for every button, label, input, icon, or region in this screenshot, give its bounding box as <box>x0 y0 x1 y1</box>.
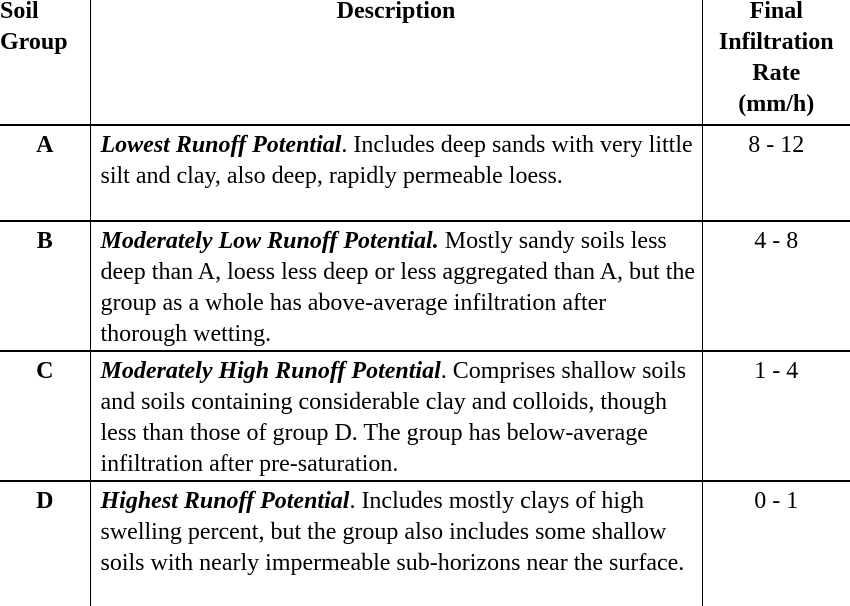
description-text: Includes mostly clays of high swelling percent, but the group also includes some shallow soils with nearly impermeable sub-horizons near the surface. <box>100 488 685 576</box>
header-rate-line1: Final <box>749 0 803 24</box>
table-row <box>0 351 850 481</box>
soil-group-cell: A <box>0 125 90 221</box>
header-rate-line4: (mm/h) <box>738 91 815 117</box>
header-soil-group-line1: Soil <box>0 0 39 24</box>
runoff-potential-label: Highest Runoff Potential <box>100 488 350 514</box>
infiltration-rate-cell: 8 - 12 <box>702 125 850 221</box>
description-text: Comprises shallow soils and soils containing considerable clay and colloids, though less than those of group D. The group has below-average infiltration after pre-saturation. <box>100 358 687 477</box>
infiltration-rate-cell: 0 - 1 <box>702 481 850 606</box>
soil-group-cell: B <box>0 221 90 351</box>
header-description-label: Description <box>336 0 456 24</box>
runoff-potential-label: Moderately Low Runoff Potential <box>100 228 433 254</box>
table-header-row <box>0 0 850 125</box>
header-soil-group <box>0 0 90 125</box>
description-text: Mostly sandy soils less deep than A, loess less deep or less aggregated than A, but the group as a whole has above-average infiltration after thorough wetting. <box>100 228 696 347</box>
header-rate-line2: Infiltration <box>718 29 834 55</box>
description-cell <box>90 221 702 351</box>
soil-group-cell: D <box>0 481 90 606</box>
table-row <box>0 481 850 606</box>
header-final-infiltration-rate <box>702 0 850 125</box>
description-cell <box>90 481 702 606</box>
runoff-potential-label: Lowest Runoff Potential <box>100 132 342 158</box>
infiltration-rate-cell: 1 - 4 <box>702 351 850 481</box>
header-rate-line3: Rate <box>752 60 801 86</box>
runoff-potential-label: Moderately High Runoff Potential <box>100 358 441 384</box>
description-text: Includes deep sands with very little silt and clay, also deep, rapidly permeable loess. <box>100 132 693 189</box>
header-soil-group-line2: Group <box>0 29 68 55</box>
soil-group-cell: C <box>0 351 90 481</box>
potential-separator: . <box>440 358 447 384</box>
infiltration-rate-cell: 4 - 8 <box>702 221 850 351</box>
description-cell <box>90 351 702 481</box>
table-row <box>0 125 850 221</box>
description-cell <box>90 125 702 221</box>
potential-separator: . <box>349 488 356 514</box>
potential-separator: . <box>341 132 348 158</box>
table-row <box>0 221 850 351</box>
potential-separator: . <box>432 228 439 254</box>
header-description <box>90 0 702 125</box>
